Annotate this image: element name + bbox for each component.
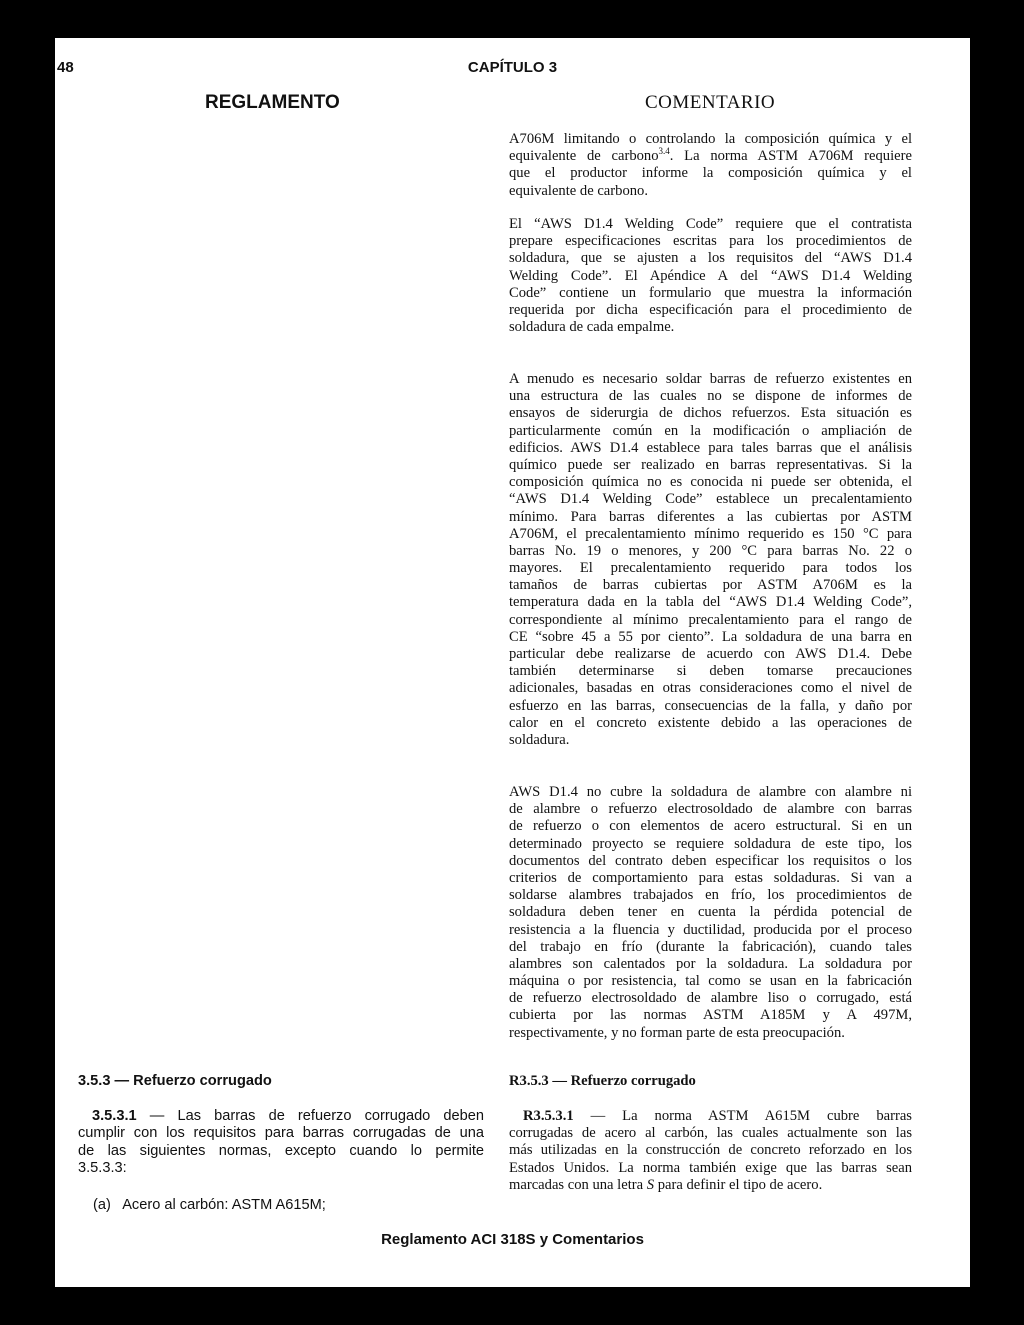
page-number: 48 xyxy=(57,59,74,76)
text-line: particular debe realizarse de acuerdo con AWS D1.4. Debe xyxy=(509,646,912,662)
text-line: soldadura. xyxy=(509,731,570,748)
commentary-section-heading: R3.5.3 — Refuerzo corrugado xyxy=(509,1073,696,1089)
text-line: corrugadas de acero al carbón, las cuales actualmente son las xyxy=(509,1125,912,1142)
text-line: soldadura de cada empalme. xyxy=(509,319,675,336)
text-line: 3.5.3.3: xyxy=(78,1160,127,1177)
text-line: cumplir con los requisitos para barras corrugadas de una xyxy=(78,1125,484,1142)
text-line: químico puede ser realizado en barras representativas. Si la xyxy=(509,456,912,473)
text-line: R3.5.3.1 — La norma ASTM A615M cubre barras xyxy=(523,1108,912,1124)
code-item-a: (a) Acero al carbón: ASTM A615M; xyxy=(93,1197,326,1213)
text-line: “AWS D1.4 Welding Code” establece un precalentamiento xyxy=(509,491,912,508)
chapter-title: CAPÍTULO 3 xyxy=(467,59,558,76)
text-line: AWS D1.4 no cubre la soldadura de alambre con alambre ni xyxy=(509,784,912,800)
text-line: esfuerzo en las barras, consecuencias de la falla, y daño por xyxy=(509,697,912,714)
document-page xyxy=(55,38,970,1287)
text-line: una estructura de las cuales no se dispone de informes de xyxy=(509,388,912,405)
text-line: equivalente de carbono. xyxy=(509,182,648,199)
page-footer: Reglamento ACI 318S y Comentarios xyxy=(381,1231,644,1248)
text-line: particularmente común en la modificación o ampliación de xyxy=(509,422,912,439)
text-line: soldarse alambres trabajados en frío, los procedimientos de xyxy=(509,887,912,904)
text-line: de refuerzo electrosoldado de alambre liso o corrugado, está xyxy=(509,990,912,1007)
text-line: máquina o por resistencia, tal como se usan en la fabricación xyxy=(509,973,912,990)
text-line: prepare especificaciones escritas para los procedimientos de xyxy=(509,233,912,250)
text-line: marcadas con una letra S para definir el tipo de acero. xyxy=(509,1176,823,1193)
text-line: de alambre o refuerzo electrosoldado de alambre con barras xyxy=(509,801,912,818)
text-line: de las siguientes normas, excepto cuando lo permite xyxy=(78,1142,484,1159)
text-line: composición química no es conocida ni puede ser obtenida, el xyxy=(509,474,912,491)
commentary-subsection-r3-5-3-1 xyxy=(509,1108,912,1194)
text-line: más utilizadas en la construcción de concreto reforzado en los xyxy=(509,1142,912,1159)
text-line: documentos del contrato deben especificar los requisitos o los xyxy=(509,852,912,869)
code-subsection-3-5-3-1 xyxy=(78,1108,484,1178)
text-line: soldadura, que se ajusten a los requisitos del “AWS D1.4 xyxy=(509,250,912,267)
text-line: mayores. El precalentamiento requerido para todos los xyxy=(509,560,912,577)
text-line: soldadura deben tener en cuenta la pérdida potencial de xyxy=(509,904,912,921)
text-line: El “AWS D1.4 Welding Code” requiere que el contratista xyxy=(509,216,912,232)
text-line: calor en el concreto existente debido a las operaciones de xyxy=(509,714,912,731)
text-line: A706M, el precalentamiento mínimo requerido es 150 °C para xyxy=(509,525,912,542)
commentary-paragraph xyxy=(509,216,912,336)
text-line: cubierta por las normas ASTM A185M y A 497M, xyxy=(509,1007,912,1024)
text-line: Welding Code”. El Apéndice A del “AWS D1.4 Welding xyxy=(509,267,912,284)
text-line: adicionales, basadas en otras consideraciones como el nivel de xyxy=(509,680,912,697)
text-line: alambres son calentados por la soldadura. La soldadura por xyxy=(509,955,912,972)
text-line: 3.5.3.1 — Las barras de refuerzo corrugado deben xyxy=(92,1108,484,1124)
text-line: requerida por dicha especificación para el procedimiento de xyxy=(509,301,912,318)
text-line: determinado proyecto se requiere soldadura de este tipo, los xyxy=(509,835,912,852)
text-line: resistencia a la fluencia y ductilidad, producida por el proceso xyxy=(509,921,912,938)
text-line: A706M limitando o controlando la composición química y el xyxy=(509,131,912,147)
text-line: mínimo. Para barras diferentes a las cubiertas por ASTM xyxy=(509,508,912,525)
text-line: correspondiente al mínimo precalentamiento para el rango de xyxy=(509,611,912,628)
text-line: tamaños de barras cubiertas por ASTM A706M es la xyxy=(509,577,912,594)
commentary-paragraph xyxy=(509,131,912,200)
text-line: ensayos de siderurgia de dichos refuerzos. Esta situación es xyxy=(509,405,912,422)
text-line: temperatura dada en la tabla del “AWS D1.4 Welding Code”, xyxy=(509,594,912,611)
text-line: criterios de comportamiento para estas soldaduras. Si van a xyxy=(509,869,912,886)
text-line: del trabajo en frío (durante la fabricación), cuando tales xyxy=(509,938,912,955)
text-line: de refuerzo o con elementos de acero estructural. Si en un xyxy=(509,818,912,835)
code-section-heading: 3.5.3 — Refuerzo corrugado xyxy=(78,1073,272,1089)
text-line: CE “sobre 45 a 55 por ciento”. La soldadura de una barra en xyxy=(509,628,912,645)
text-line: Code” contiene un formulario que muestra la información xyxy=(509,284,912,301)
column-title-reglamento: REGLAMENTO xyxy=(205,92,340,113)
text-line: A menudo es necesario soldar barras de refuerzo existentes en xyxy=(509,371,912,387)
text-line: Estados Unidos. La norma también exige que las barras sean xyxy=(509,1159,912,1176)
text-line: también determinarse si deben tomarse precauciones xyxy=(509,663,912,680)
text-line: edificios. AWS D1.4 establece para tales barras que el análisis xyxy=(509,439,912,456)
column-title-comentario: COMENTARIO xyxy=(645,92,776,113)
text-line: que el productor informe la composición química y el xyxy=(509,165,912,182)
commentary-paragraph xyxy=(509,371,912,749)
text-line: respectivamente, y no forman parte de esta preocupación. xyxy=(509,1024,845,1041)
commentary-paragraph xyxy=(509,784,912,1042)
text-line: barras No. 19 o menores, y 200 °C para barras No. 22 o xyxy=(509,542,912,559)
text-line: equivalente de carbono$^{3.4}$. La norma ASTM A706M requiere xyxy=(509,146,912,165)
